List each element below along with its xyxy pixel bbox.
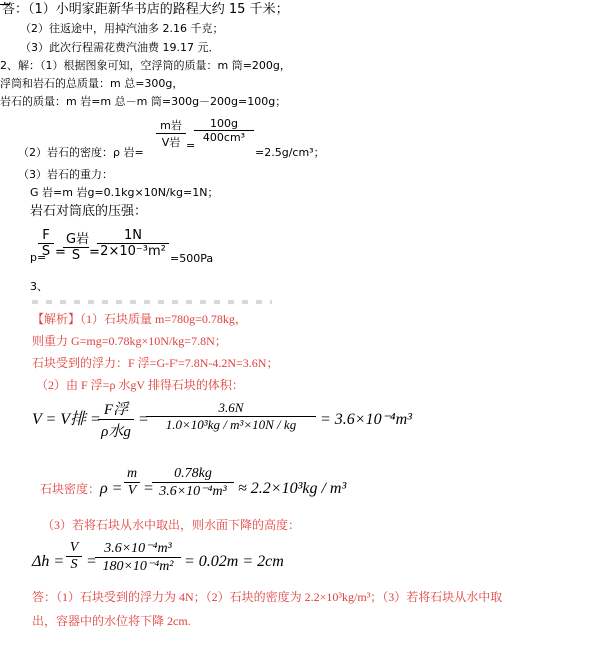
answer1-line2: （2）往返途中，用掉汽油多 2.16 千克； bbox=[20, 22, 224, 35]
equals-sign: = bbox=[143, 480, 154, 497]
equals-sign: = bbox=[55, 245, 66, 260]
analysis-line3: 石块受到的浮力：F 浮=G-F'=7.8N-4.2N=3.6N； bbox=[32, 356, 279, 370]
density-fraction-numeric bbox=[152, 466, 234, 500]
volume-fraction-numeric bbox=[146, 400, 316, 433]
fraction-numerator: 1N bbox=[124, 228, 142, 243]
pressure-fraction-f-over-s bbox=[38, 228, 54, 259]
drop-fraction-symbolic bbox=[66, 540, 82, 573]
answer2-line3: 岩石的质量：m 岩=m 总－m 筒=300g－200g=100g； bbox=[0, 95, 287, 108]
fraction-denominator: V bbox=[127, 483, 137, 498]
fraction-numerator: m岩 bbox=[160, 119, 182, 132]
answer1-line1: 答：（1）小明家距新华书店的路程大约 15 千米； bbox=[2, 2, 289, 17]
pressure-label: p= bbox=[30, 251, 47, 264]
answer2-line2: 浮筒和岩石的总质量：m 总=300g， bbox=[0, 77, 184, 90]
equals-sign: = bbox=[86, 553, 97, 570]
fraction-numerator: G岩 bbox=[66, 232, 90, 247]
pressure-title: 岩石对筒底的压强： bbox=[30, 204, 148, 219]
equals-sign: = bbox=[138, 411, 149, 428]
pressure-fraction-numeric bbox=[97, 228, 169, 259]
rock-density-result: =2.5g/cm³； bbox=[255, 146, 325, 159]
fraction-denominator: ρ水g bbox=[101, 424, 131, 440]
rock-gravity-title: （3）岩石的重力： bbox=[18, 168, 113, 181]
pressure-result: =500Pa bbox=[170, 252, 214, 265]
conclusion-line1: 答：（1）石块受到的浮力为 4N；（2）石块的密度为 2.2×10³kg/m³；（3）若将石块从水中取 bbox=[32, 590, 503, 604]
drop-result: = 0.02m = 2cm bbox=[184, 553, 284, 570]
fraction-denominator: S bbox=[70, 557, 78, 572]
fraction-numerator: m bbox=[127, 466, 138, 481]
density-result: ≈ 2.2×10³kg / m³ bbox=[238, 480, 347, 497]
rock-gravity-line: G 岩=m 岩g=0.1kg×10N/kg=1N； bbox=[30, 186, 219, 199]
drop-left: Δh = bbox=[32, 553, 65, 570]
fraction-numerator: F浮 bbox=[103, 402, 129, 418]
fraction-denominator: 3.6×10⁻⁴m³ bbox=[159, 484, 227, 499]
rock-density-fraction-numeric bbox=[194, 117, 254, 144]
volume-left: V = V排 = bbox=[32, 411, 101, 428]
analysis-line4: （2）由 F 浮=ρ 水gV 排得石块的体积： bbox=[36, 378, 244, 392]
fraction-denominator: V岩 bbox=[161, 136, 181, 149]
fraction-denominator: 2×10⁻³m² bbox=[100, 244, 166, 259]
fraction-numerator: 3.6N bbox=[218, 400, 244, 415]
equals-sign: = bbox=[89, 245, 100, 260]
fraction-denominator: S bbox=[41, 244, 51, 259]
fraction-denominator: S bbox=[71, 248, 81, 263]
equals-sign: = bbox=[186, 139, 196, 152]
answer3-number: 3、 bbox=[30, 280, 48, 293]
answer2-line1: 2、解：（1）根据图象可知，空浮筒的质量：m 筒=200g， bbox=[0, 59, 291, 72]
fraction-numerator: 100g bbox=[210, 117, 238, 130]
fraction-numerator: 3.6×10⁻⁴m³ bbox=[104, 541, 172, 556]
density-left: ρ = bbox=[100, 480, 123, 497]
analysis-line2: 则重力 G=mg=0.78kg×10N/kg=7.8N； bbox=[32, 334, 227, 348]
fraction-numerator: V bbox=[69, 540, 79, 555]
stone-density-label: 石块密度： bbox=[40, 482, 101, 496]
faint-scan-artifact bbox=[32, 300, 272, 304]
rock-density-fraction-symbolic bbox=[156, 117, 186, 150]
volume-result: = 3.6×10⁻⁴m³ bbox=[320, 411, 412, 428]
drop-fraction-numeric bbox=[95, 540, 181, 575]
answer1-line3: （3）此次行程需花费汽油费 19.17 元． bbox=[20, 41, 220, 54]
conclusion-line2: 出，容器中的水位将下降 2cm. bbox=[32, 614, 191, 628]
drop-title: （3）若将石块从水中取出，则水面下降的高度： bbox=[42, 518, 301, 532]
fraction-denominator: 400cm³ bbox=[202, 131, 246, 144]
rock-density-label: （2）岩石的密度：ρ 岩= bbox=[18, 146, 144, 159]
analysis-line1: 【解析】（1）石块质量 m=780g=0.78kg， bbox=[32, 312, 247, 326]
volume-fraction-symbolic bbox=[98, 398, 134, 441]
fraction-numerator: F bbox=[42, 228, 50, 243]
fraction-numerator: 0.78kg bbox=[174, 466, 212, 481]
fraction-denominator: 1.0×10³kg / m³×10N / kg bbox=[165, 417, 297, 432]
fraction-denominator: 180×10⁻⁴m² bbox=[102, 559, 174, 574]
density-fraction-symbolic bbox=[124, 466, 140, 499]
pressure-fraction-g-over-s bbox=[63, 228, 89, 263]
